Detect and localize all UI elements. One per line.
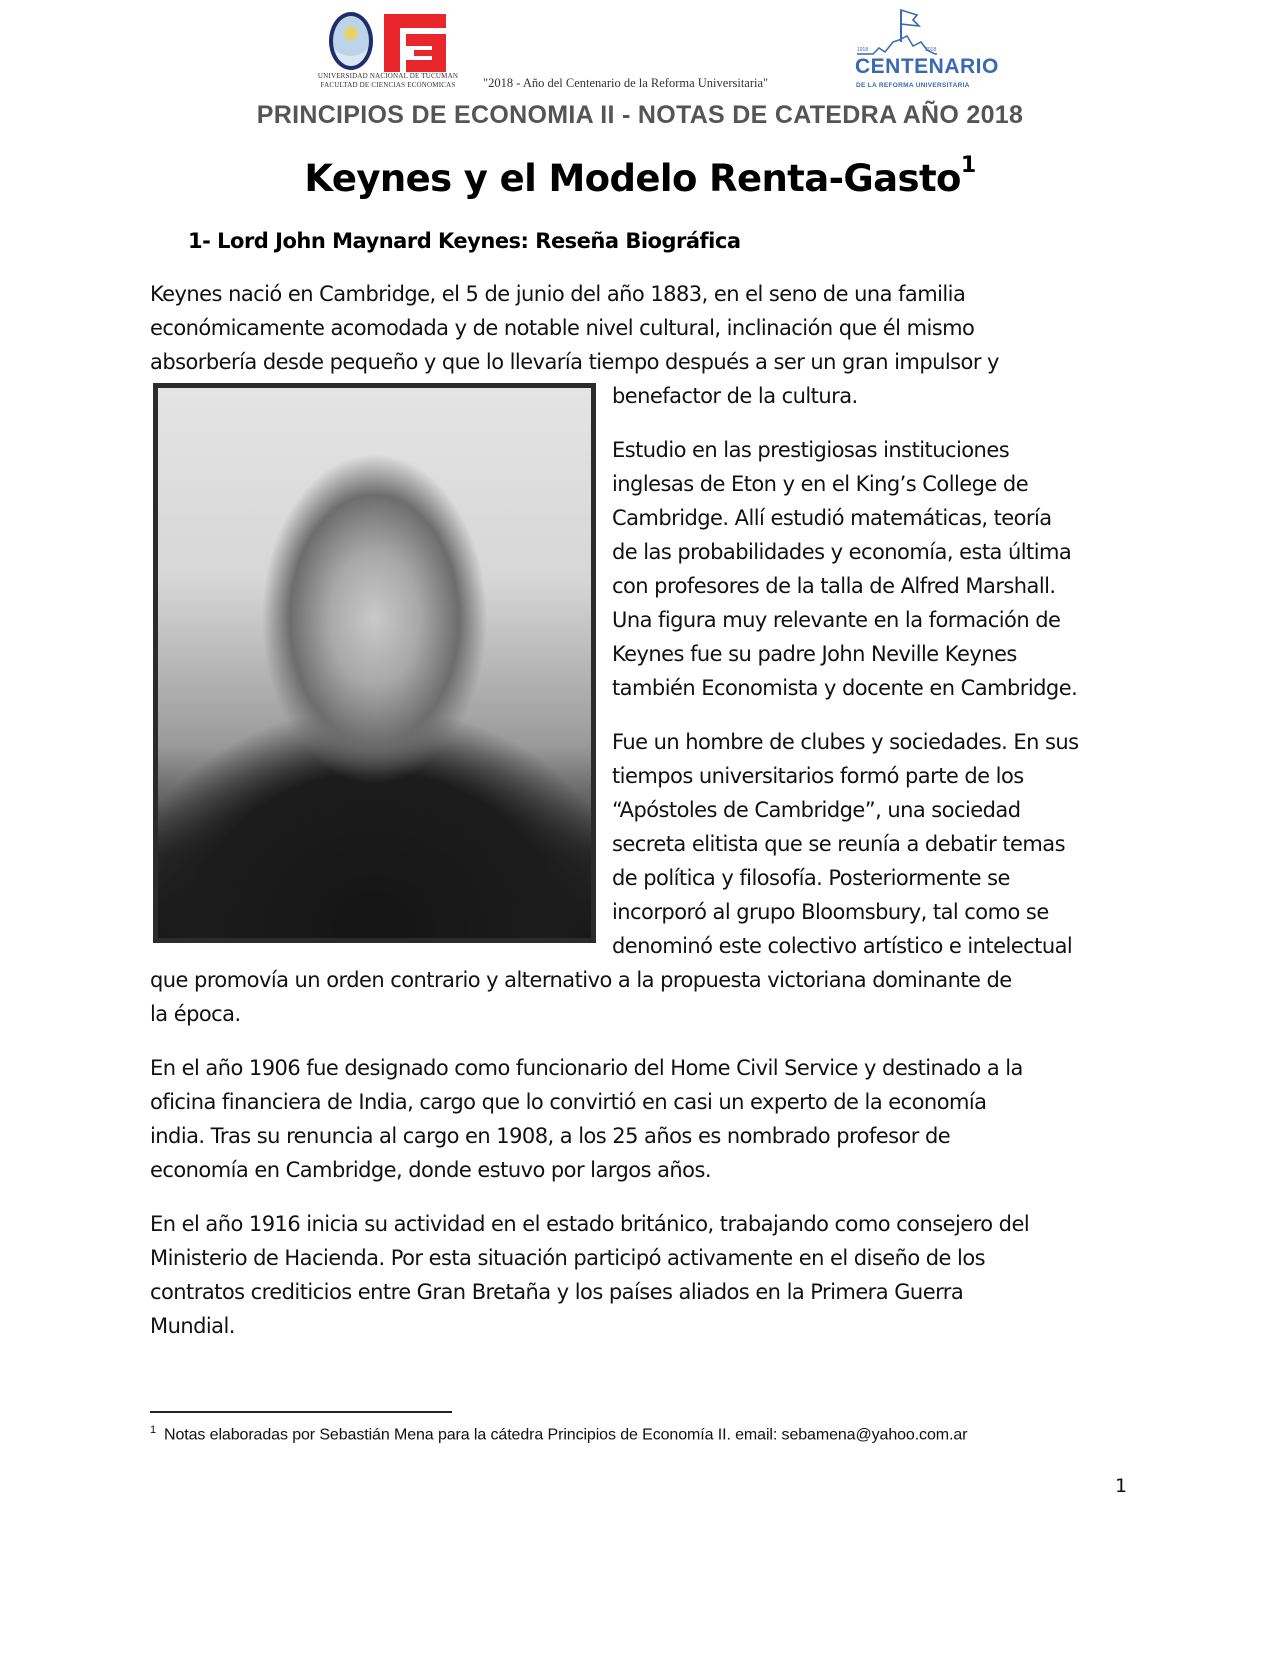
title-footnote-ref[interactable]: 1 bbox=[960, 152, 976, 178]
text-line: secreta elitista que se reunía a debatir temas bbox=[612, 832, 1066, 856]
text-line: también Economista y docente en Cambridge. bbox=[612, 676, 1078, 700]
text-line: Estudio en las prestigiosas instituciones bbox=[612, 438, 1010, 462]
page-number: 1 bbox=[1115, 1475, 1128, 1497]
footnote-separator bbox=[150, 1411, 452, 1413]
text-line: la época. bbox=[150, 1002, 241, 1026]
text-line: denominó este colectivo artístico e intelectual bbox=[612, 934, 1073, 958]
footnote bbox=[150, 1424, 967, 1444]
course-header: PRINCIPIOS DE ECONOMIA II - NOTAS DE CATEDRA AÑO 2018 bbox=[256, 101, 1024, 129]
text-line: Keynes fue su padre John Neville Keynes bbox=[612, 642, 1017, 666]
text-line: económicamente acomodada y de notable nivel cultural, inclinación que él mismo bbox=[150, 316, 975, 340]
text-line: contratos crediticios entre Gran Bretaña y los países aliados en la Primera Guerra bbox=[150, 1280, 964, 1304]
text-line: En el año 1906 fue designado como funcionario del Home Civil Service y destinado a la bbox=[150, 1056, 1023, 1080]
text-line: Mundial. bbox=[150, 1314, 235, 1338]
text-line: economía en Cambridge, donde estuvo por largos años. bbox=[150, 1158, 711, 1182]
text-line: benefactor de la cultura. bbox=[612, 384, 858, 408]
svg-text:2018: 2018 bbox=[925, 47, 937, 53]
text-line: Una figura muy relevante en la formación de bbox=[612, 608, 1061, 632]
text-line: india. Tras su renuncia al cargo en 1908, a los 25 años es nombrado profesor de bbox=[150, 1124, 951, 1148]
centenario-title: CENTENARIO bbox=[855, 55, 999, 78]
section-heading: 1- Lord John Maynard Keynes: Reseña Biográfica bbox=[188, 229, 741, 253]
text-line: tiempos universitarios formó parte de los bbox=[612, 764, 1024, 788]
svg-text:1918: 1918 bbox=[857, 47, 869, 53]
text-line: Cambridge. Allí estudió matemáticas, teoría bbox=[612, 506, 1052, 530]
text-line: Keynes nació en Cambridge, el 5 de junio del año 1883, en el seno de una familia bbox=[150, 282, 966, 306]
text-line: oficina financiera de India, cargo que lo convirtió en casi un experto de la economía bbox=[150, 1090, 987, 1114]
text-line: inglesas de Eton y en el King’s College de bbox=[612, 472, 1029, 496]
text-line: En el año 1916 inicia su actividad en el estado británico, trabajando como consejero del bbox=[150, 1212, 1030, 1236]
text-line: con profesores de la talla de Alfred Marshall. bbox=[612, 574, 1056, 598]
text-line: Ministerio de Hacienda. Por esta situación participó activamente en el diseño de los bbox=[150, 1246, 986, 1270]
footnote-marker: 1 bbox=[150, 1424, 157, 1436]
university-name: UNIVERSIDAD NACIONAL DE TUCUMAN FACULTAD DE CIENCIAS ECONOMICAS bbox=[317, 72, 459, 89]
text-line: de las probabilidades y economía, esta última bbox=[612, 540, 1072, 564]
document-title: Keynes y el Modelo Renta-Gasto$^1$ bbox=[304, 152, 976, 200]
text-line: “Apóstoles de Cambridge”, una sociedad bbox=[612, 798, 1021, 822]
text-line: incorporó al grupo Bloomsbury, tal como se bbox=[612, 900, 1049, 924]
footnote-text: Notas elaboradas por Sebastián Mena para la cátedra Principios de Economía II. email: sebamena@yahoo.com.ar bbox=[164, 1426, 968, 1444]
text-line: absorbería desde pequeño y que lo llevaría tiempo después a ser un gran impulsor y bbox=[150, 350, 999, 374]
text-line: de política y filosofía. Posteriormente se bbox=[612, 866, 1010, 890]
text-line: Fue un hombre de clubes y sociedades. En sus bbox=[612, 730, 1079, 754]
text-line: que promovía un orden contrario y alternativo a la propuesta victoriana dominante de bbox=[150, 968, 1012, 992]
centenary-motto: "2018 - Año del Centenario de la Reforma Universitaria" bbox=[483, 76, 769, 90]
centenario-subtitle: DE LA REFORMA UNIVERSITARIA bbox=[856, 82, 970, 89]
